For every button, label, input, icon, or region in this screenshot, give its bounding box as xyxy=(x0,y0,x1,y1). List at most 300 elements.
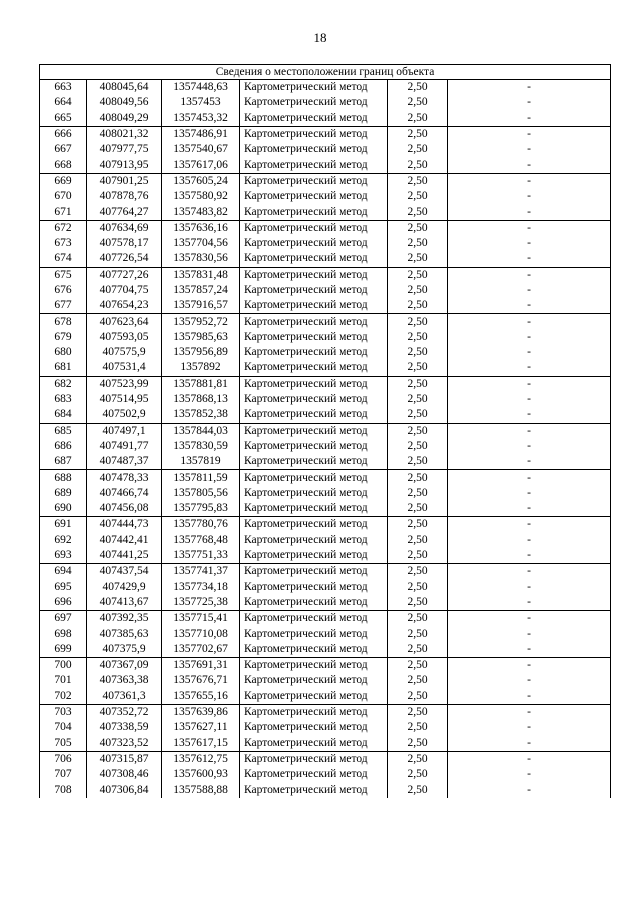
table-row xyxy=(40,157,611,173)
accuracy-cell: 2,50 xyxy=(388,704,448,720)
point-number-cell: 708 xyxy=(40,782,87,797)
x-coordinate-cell: 408021,32 xyxy=(87,126,162,142)
description-cell: - xyxy=(448,486,611,501)
point-number-cell: 677 xyxy=(40,298,87,314)
point-number-cell: 679 xyxy=(40,330,87,345)
x-coordinate-cell: 407575,9 xyxy=(87,345,162,360)
x-coordinate-cell: 407578,17 xyxy=(87,236,162,251)
point-number-cell: 697 xyxy=(40,611,87,627)
y-coordinate-cell: 1357486,91 xyxy=(162,126,240,142)
point-number-cell: 705 xyxy=(40,735,87,751)
method-cell: Картометрический метод xyxy=(240,189,388,204)
y-coordinate-cell: 1357704,56 xyxy=(162,236,240,251)
point-number-cell: 668 xyxy=(40,157,87,173)
point-number-cell: 703 xyxy=(40,704,87,720)
description-cell: - xyxy=(448,80,611,96)
method-cell: Картометрический метод xyxy=(240,376,388,392)
x-coordinate-cell: 407478,33 xyxy=(87,470,162,486)
table-row xyxy=(40,782,611,797)
description-cell: - xyxy=(448,283,611,298)
point-number-cell: 707 xyxy=(40,767,87,782)
accuracy-cell: 2,50 xyxy=(388,283,448,298)
accuracy-cell: 2,50 xyxy=(388,611,448,627)
point-number-cell: 675 xyxy=(40,267,87,283)
table-row xyxy=(40,501,611,517)
description-cell: - xyxy=(448,767,611,782)
accuracy-cell: 2,50 xyxy=(388,751,448,767)
y-coordinate-cell: 1357691,31 xyxy=(162,657,240,673)
accuracy-cell: 2,50 xyxy=(388,173,448,189)
y-coordinate-cell: 1357881,81 xyxy=(162,376,240,392)
point-number-cell: 689 xyxy=(40,486,87,501)
y-coordinate-cell: 1357916,57 xyxy=(162,298,240,314)
description-cell: - xyxy=(448,298,611,314)
description-cell: - xyxy=(448,501,611,517)
table-row xyxy=(40,298,611,314)
table-row xyxy=(40,735,611,751)
x-coordinate-cell: 407315,87 xyxy=(87,751,162,767)
accuracy-cell: 2,50 xyxy=(388,314,448,330)
description-cell: - xyxy=(448,735,611,751)
accuracy-cell: 2,50 xyxy=(388,782,448,797)
point-number-cell: 682 xyxy=(40,376,87,392)
method-cell: Картометрический метод xyxy=(240,580,388,595)
description-cell: - xyxy=(448,595,611,611)
accuracy-cell: 2,50 xyxy=(388,642,448,658)
table-row xyxy=(40,267,611,283)
description-cell: - xyxy=(448,533,611,548)
accuracy-cell: 2,50 xyxy=(388,126,448,142)
description-cell: - xyxy=(448,111,611,127)
y-coordinate-cell: 1357605,24 xyxy=(162,173,240,189)
point-number-cell: 698 xyxy=(40,626,87,641)
accuracy-cell: 2,50 xyxy=(388,454,448,470)
description-cell: - xyxy=(448,470,611,486)
table-row xyxy=(40,689,611,705)
description-cell: - xyxy=(448,392,611,407)
point-number-cell: 690 xyxy=(40,501,87,517)
accuracy-cell: 2,50 xyxy=(388,657,448,673)
description-cell: - xyxy=(448,220,611,236)
table-row xyxy=(40,533,611,548)
table-body xyxy=(40,80,611,798)
description-cell: - xyxy=(448,642,611,658)
accuracy-cell: 2,50 xyxy=(388,423,448,439)
point-number-cell: 672 xyxy=(40,220,87,236)
point-number-cell: 678 xyxy=(40,314,87,330)
method-cell: Картометрический метод xyxy=(240,533,388,548)
method-cell: Картометрический метод xyxy=(240,595,388,611)
x-coordinate-cell: 407413,67 xyxy=(87,595,162,611)
table-row xyxy=(40,236,611,251)
y-coordinate-cell: 1357676,71 xyxy=(162,673,240,688)
x-coordinate-cell: 407367,09 xyxy=(87,657,162,673)
x-coordinate-cell: 407497,1 xyxy=(87,423,162,439)
table-row xyxy=(40,283,611,298)
y-coordinate-cell: 1357715,41 xyxy=(162,611,240,627)
point-number-cell: 680 xyxy=(40,345,87,360)
description-cell: - xyxy=(448,782,611,797)
description-cell: - xyxy=(448,517,611,533)
method-cell: Картометрический метод xyxy=(240,454,388,470)
method-cell: Картометрический метод xyxy=(240,220,388,236)
method-cell: Картометрический метод xyxy=(240,501,388,517)
y-coordinate-cell: 1357857,24 xyxy=(162,283,240,298)
table-row xyxy=(40,423,611,439)
y-coordinate-cell: 1357453,32 xyxy=(162,111,240,127)
point-number-cell: 700 xyxy=(40,657,87,673)
accuracy-cell: 2,50 xyxy=(388,564,448,580)
y-coordinate-cell: 1357702,67 xyxy=(162,642,240,658)
y-coordinate-cell: 1357448,63 xyxy=(162,80,240,96)
x-coordinate-cell: 407726,54 xyxy=(87,251,162,267)
y-coordinate-cell: 1357868,13 xyxy=(162,392,240,407)
table-row xyxy=(40,720,611,735)
method-cell: Картометрический метод xyxy=(240,470,388,486)
method-cell: Картометрический метод xyxy=(240,611,388,627)
x-coordinate-cell: 407704,75 xyxy=(87,283,162,298)
x-coordinate-cell: 407487,37 xyxy=(87,454,162,470)
x-coordinate-cell: 407323,52 xyxy=(87,735,162,751)
point-number-cell: 669 xyxy=(40,173,87,189)
x-coordinate-cell: 407523,99 xyxy=(87,376,162,392)
table-row xyxy=(40,360,611,376)
x-coordinate-cell: 407623,64 xyxy=(87,314,162,330)
y-coordinate-cell: 1357892 xyxy=(162,360,240,376)
method-cell: Картометрический метод xyxy=(240,564,388,580)
x-coordinate-cell: 407901,25 xyxy=(87,173,162,189)
y-coordinate-cell: 1357580,92 xyxy=(162,189,240,204)
method-cell: Картометрический метод xyxy=(240,767,388,782)
method-cell: Картометрический метод xyxy=(240,314,388,330)
accuracy-cell: 2,50 xyxy=(388,548,448,564)
table-row xyxy=(40,111,611,127)
description-cell: - xyxy=(448,142,611,157)
x-coordinate-cell: 407437,54 xyxy=(87,564,162,580)
method-cell: Картометрический метод xyxy=(240,657,388,673)
method-cell: Картометрический метод xyxy=(240,111,388,127)
method-cell: Картометрический метод xyxy=(240,204,388,220)
point-number-cell: 665 xyxy=(40,111,87,127)
accuracy-cell: 2,50 xyxy=(388,470,448,486)
description-cell: - xyxy=(448,704,611,720)
y-coordinate-cell: 1357617,06 xyxy=(162,157,240,173)
y-coordinate-cell: 1357751,33 xyxy=(162,548,240,564)
y-coordinate-cell: 1357627,11 xyxy=(162,720,240,735)
point-number-cell: 666 xyxy=(40,126,87,142)
point-number-cell: 667 xyxy=(40,142,87,157)
accuracy-cell: 2,50 xyxy=(388,111,448,127)
x-coordinate-cell: 407392,35 xyxy=(87,611,162,627)
table-row xyxy=(40,142,611,157)
x-coordinate-cell: 407306,84 xyxy=(87,782,162,797)
table-row xyxy=(40,595,611,611)
y-coordinate-cell: 1357956,89 xyxy=(162,345,240,360)
accuracy-cell: 2,50 xyxy=(388,735,448,751)
table-row xyxy=(40,767,611,782)
accuracy-cell: 2,50 xyxy=(388,767,448,782)
description-cell: - xyxy=(448,626,611,641)
y-coordinate-cell: 1357830,56 xyxy=(162,251,240,267)
point-number-cell: 706 xyxy=(40,751,87,767)
method-cell: Картометрический метод xyxy=(240,704,388,720)
table-row xyxy=(40,392,611,407)
page-number: 18 xyxy=(313,30,327,45)
method-cell: Картометрический метод xyxy=(240,283,388,298)
table-row xyxy=(40,704,611,720)
point-number-cell: 694 xyxy=(40,564,87,580)
x-coordinate-cell: 407977,75 xyxy=(87,142,162,157)
method-cell: Картометрический метод xyxy=(240,236,388,251)
point-number-cell: 686 xyxy=(40,439,87,454)
description-cell: - xyxy=(448,126,611,142)
accuracy-cell: 2,50 xyxy=(388,673,448,688)
method-cell: Картометрический метод xyxy=(240,782,388,797)
accuracy-cell: 2,50 xyxy=(388,376,448,392)
point-number-cell: 671 xyxy=(40,204,87,220)
method-cell: Картометрический метод xyxy=(240,517,388,533)
point-number-cell: 663 xyxy=(40,80,87,96)
point-number-cell: 673 xyxy=(40,236,87,251)
accuracy-cell: 2,50 xyxy=(388,595,448,611)
y-coordinate-cell: 1357768,48 xyxy=(162,533,240,548)
x-coordinate-cell: 407913,95 xyxy=(87,157,162,173)
table-row xyxy=(40,517,611,533)
table-row xyxy=(40,454,611,470)
x-coordinate-cell: 407531,4 xyxy=(87,360,162,376)
y-coordinate-cell: 1357985,63 xyxy=(162,330,240,345)
table-row xyxy=(40,486,611,501)
method-cell: Картометрический метод xyxy=(240,95,388,110)
method-cell: Картометрический метод xyxy=(240,345,388,360)
x-coordinate-cell: 407361,3 xyxy=(87,689,162,705)
table-row xyxy=(40,251,611,267)
x-coordinate-cell: 407502,9 xyxy=(87,407,162,423)
x-coordinate-cell: 407491,77 xyxy=(87,439,162,454)
method-cell: Картометрический метод xyxy=(240,423,388,439)
y-coordinate-cell: 1357852,38 xyxy=(162,407,240,423)
y-coordinate-cell: 1357831,48 xyxy=(162,267,240,283)
y-coordinate-cell: 1357844,03 xyxy=(162,423,240,439)
x-coordinate-cell: 407385,63 xyxy=(87,626,162,641)
accuracy-cell: 2,50 xyxy=(388,220,448,236)
accuracy-cell: 2,50 xyxy=(388,407,448,423)
method-cell: Картометрический метод xyxy=(240,548,388,564)
y-coordinate-cell: 1357952,72 xyxy=(162,314,240,330)
x-coordinate-cell: 407654,23 xyxy=(87,298,162,314)
table-row xyxy=(40,80,611,96)
method-cell: Картометрический метод xyxy=(240,626,388,641)
description-cell: - xyxy=(448,157,611,173)
method-cell: Картометрический метод xyxy=(240,439,388,454)
method-cell: Картометрический метод xyxy=(240,720,388,735)
table-header: Сведения о местоположении границ объекта xyxy=(40,65,611,80)
x-coordinate-cell: 407352,72 xyxy=(87,704,162,720)
description-cell: - xyxy=(448,548,611,564)
table-row xyxy=(40,439,611,454)
accuracy-cell: 2,50 xyxy=(388,142,448,157)
description-cell: - xyxy=(448,360,611,376)
description-cell: - xyxy=(448,751,611,767)
point-number-cell: 704 xyxy=(40,720,87,735)
y-coordinate-cell: 1357830,59 xyxy=(162,439,240,454)
accuracy-cell: 2,50 xyxy=(388,236,448,251)
accuracy-cell: 2,50 xyxy=(388,157,448,173)
y-coordinate-cell: 1357811,59 xyxy=(162,470,240,486)
x-coordinate-cell: 407466,74 xyxy=(87,486,162,501)
point-number-cell: 693 xyxy=(40,548,87,564)
point-number-cell: 670 xyxy=(40,189,87,204)
method-cell: Картометрический метод xyxy=(240,298,388,314)
x-coordinate-cell: 407441,25 xyxy=(87,548,162,564)
point-number-cell: 685 xyxy=(40,423,87,439)
method-cell: Картометрический метод xyxy=(240,330,388,345)
method-cell: Картометрический метод xyxy=(240,673,388,688)
accuracy-cell: 2,50 xyxy=(388,689,448,705)
method-cell: Картометрический метод xyxy=(240,751,388,767)
y-coordinate-cell: 1357741,37 xyxy=(162,564,240,580)
y-coordinate-cell: 1357725,38 xyxy=(162,595,240,611)
accuracy-cell: 2,50 xyxy=(388,533,448,548)
table-row xyxy=(40,173,611,189)
point-number-cell: 701 xyxy=(40,673,87,688)
method-cell: Картометрический метод xyxy=(240,251,388,267)
description-cell: - xyxy=(448,611,611,627)
x-coordinate-cell: 407634,69 xyxy=(87,220,162,236)
point-number-cell: 674 xyxy=(40,251,87,267)
description-cell: - xyxy=(448,720,611,735)
table-row xyxy=(40,642,611,658)
description-cell: - xyxy=(448,407,611,423)
x-coordinate-cell: 407764,27 xyxy=(87,204,162,220)
description-cell: - xyxy=(448,204,611,220)
description-cell: - xyxy=(448,345,611,360)
method-cell: Картометрический метод xyxy=(240,360,388,376)
description-cell: - xyxy=(448,454,611,470)
method-cell: Картометрический метод xyxy=(240,267,388,283)
point-number-cell: 681 xyxy=(40,360,87,376)
y-coordinate-cell: 1357612,75 xyxy=(162,751,240,767)
y-coordinate-cell: 1357617,15 xyxy=(162,735,240,751)
x-coordinate-cell: 408049,56 xyxy=(87,95,162,110)
method-cell: Картометрический метод xyxy=(240,407,388,423)
table-row xyxy=(40,220,611,236)
method-cell: Картометрический метод xyxy=(240,735,388,751)
description-cell: - xyxy=(448,580,611,595)
method-cell: Картометрический метод xyxy=(240,642,388,658)
accuracy-cell: 2,50 xyxy=(388,439,448,454)
accuracy-cell: 2,50 xyxy=(388,298,448,314)
y-coordinate-cell: 1357639,86 xyxy=(162,704,240,720)
point-number-cell: 699 xyxy=(40,642,87,658)
method-cell: Картометрический метод xyxy=(240,157,388,173)
x-coordinate-cell: 407363,38 xyxy=(87,673,162,688)
y-coordinate-cell: 1357636,16 xyxy=(162,220,240,236)
table-row xyxy=(40,470,611,486)
x-coordinate-cell: 407727,26 xyxy=(87,267,162,283)
point-number-cell: 692 xyxy=(40,533,87,548)
table-row xyxy=(40,345,611,360)
description-cell: - xyxy=(448,314,611,330)
accuracy-cell: 2,50 xyxy=(388,330,448,345)
y-coordinate-cell: 1357655,16 xyxy=(162,689,240,705)
description-cell: - xyxy=(448,376,611,392)
point-number-cell: 696 xyxy=(40,595,87,611)
y-coordinate-cell: 1357600,93 xyxy=(162,767,240,782)
description-cell: - xyxy=(448,267,611,283)
accuracy-cell: 2,50 xyxy=(388,517,448,533)
description-cell: - xyxy=(448,95,611,110)
y-coordinate-cell: 1357540,67 xyxy=(162,142,240,157)
point-number-cell: 684 xyxy=(40,407,87,423)
accuracy-cell: 2,50 xyxy=(388,720,448,735)
table-row xyxy=(40,548,611,564)
description-cell: - xyxy=(448,236,611,251)
table-row xyxy=(40,564,611,580)
accuracy-cell: 2,50 xyxy=(388,501,448,517)
x-coordinate-cell: 407514,95 xyxy=(87,392,162,407)
description-cell: - xyxy=(448,673,611,688)
table-row xyxy=(40,314,611,330)
x-coordinate-cell: 407456,08 xyxy=(87,501,162,517)
method-cell: Картометрический метод xyxy=(240,142,388,157)
table-row xyxy=(40,376,611,392)
x-coordinate-cell: 407338,59 xyxy=(87,720,162,735)
table-row xyxy=(40,657,611,673)
y-coordinate-cell: 1357588,88 xyxy=(162,782,240,797)
y-coordinate-cell: 1357780,76 xyxy=(162,517,240,533)
table-row xyxy=(40,407,611,423)
x-coordinate-cell: 407593,05 xyxy=(87,330,162,345)
description-cell: - xyxy=(448,330,611,345)
y-coordinate-cell: 1357805,56 xyxy=(162,486,240,501)
point-number-cell: 691 xyxy=(40,517,87,533)
accuracy-cell: 2,50 xyxy=(388,80,448,96)
accuracy-cell: 2,50 xyxy=(388,626,448,641)
point-number-cell: 688 xyxy=(40,470,87,486)
x-coordinate-cell: 407878,76 xyxy=(87,189,162,204)
y-coordinate-cell: 1357795,83 xyxy=(162,501,240,517)
point-number-cell: 664 xyxy=(40,95,87,110)
table-row xyxy=(40,126,611,142)
y-coordinate-cell: 1357734,18 xyxy=(162,580,240,595)
accuracy-cell: 2,50 xyxy=(388,486,448,501)
method-cell: Картометрический метод xyxy=(240,486,388,501)
description-cell: - xyxy=(448,564,611,580)
description-cell: - xyxy=(448,173,611,189)
accuracy-cell: 2,50 xyxy=(388,251,448,267)
description-cell: - xyxy=(448,251,611,267)
method-cell: Картометрический метод xyxy=(240,173,388,189)
description-cell: - xyxy=(448,657,611,673)
accuracy-cell: 2,50 xyxy=(388,345,448,360)
method-cell: Картометрический метод xyxy=(240,80,388,96)
table-row xyxy=(40,626,611,641)
y-coordinate-cell: 1357453 xyxy=(162,95,240,110)
table-row xyxy=(40,673,611,688)
description-cell: - xyxy=(448,423,611,439)
accuracy-cell: 2,50 xyxy=(388,204,448,220)
point-number-cell: 695 xyxy=(40,580,87,595)
point-number-cell: 702 xyxy=(40,689,87,705)
x-coordinate-cell: 407308,46 xyxy=(87,767,162,782)
y-coordinate-cell: 1357819 xyxy=(162,454,240,470)
description-cell: - xyxy=(448,689,611,705)
point-number-cell: 676 xyxy=(40,283,87,298)
y-coordinate-cell: 1357710,08 xyxy=(162,626,240,641)
accuracy-cell: 2,50 xyxy=(388,267,448,283)
accuracy-cell: 2,50 xyxy=(388,95,448,110)
